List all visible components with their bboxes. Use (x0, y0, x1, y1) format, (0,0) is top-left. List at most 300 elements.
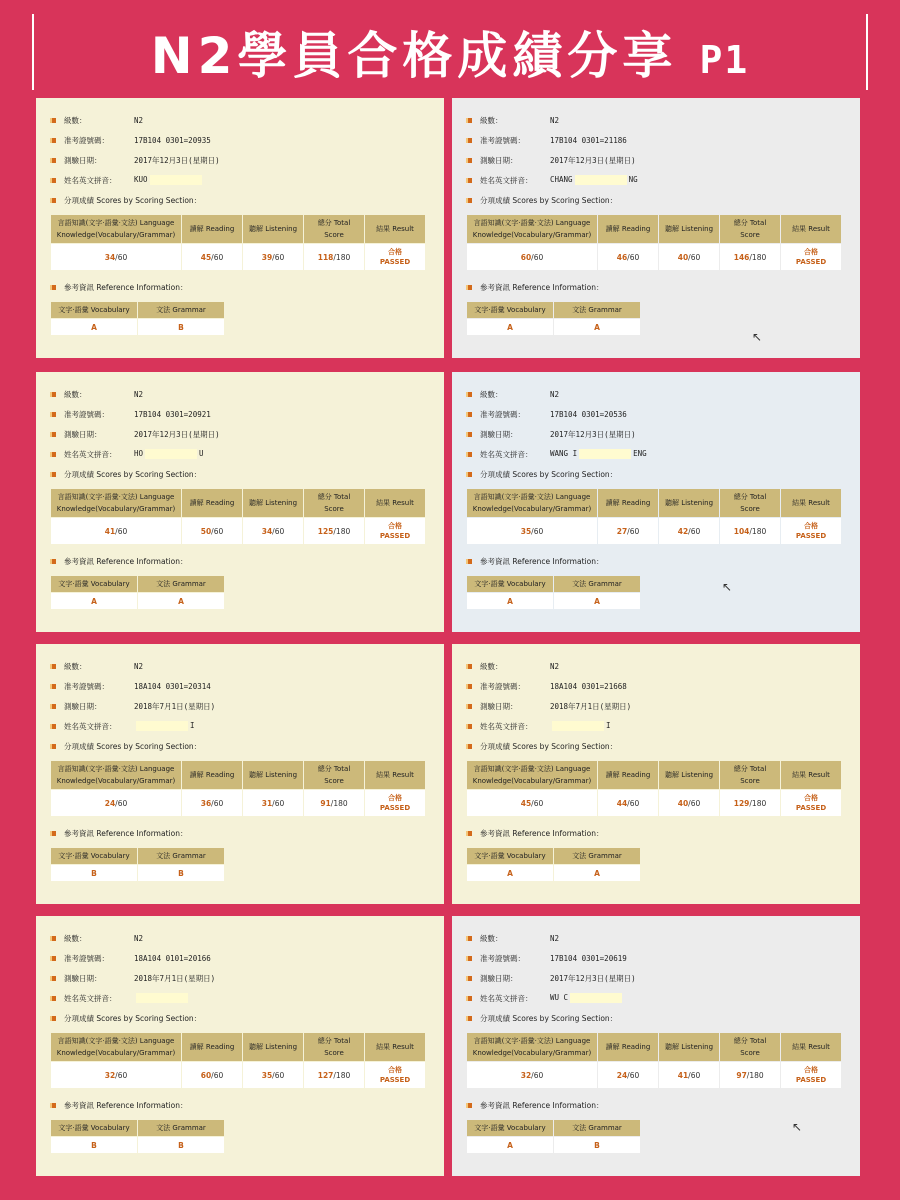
info-label: 測驗日期： (64, 973, 102, 983)
table-header-row (467, 1033, 841, 1061)
score-cell (182, 1062, 242, 1088)
info-value: 17B104 0301=20536 (550, 409, 627, 419)
info-label: 級數： (64, 389, 87, 399)
result-zh: 合格 (804, 522, 818, 530)
bullet-icon (466, 664, 472, 669)
info-value: 2017年12月3日(星期日) (550, 973, 636, 983)
info-label: 姓名英文拼音： (480, 175, 533, 185)
col-total: 總分 Total Score (720, 1033, 780, 1061)
bullet-icon (50, 936, 56, 941)
score-max: /180 (333, 526, 351, 536)
col-result: 結果 Result (781, 489, 841, 517)
col-result: 結果 Result (365, 761, 425, 789)
col-language-knowledge: 言語知識(文字·語彙·文法) Language Knowledge(Vocabulary/Grammar) (51, 761, 181, 789)
bullet-icon (466, 996, 472, 1001)
score-cell (598, 518, 658, 544)
score-report-card (36, 916, 444, 1176)
table-header-row (51, 761, 425, 789)
bullet-icon (50, 744, 56, 749)
info-row (50, 928, 434, 948)
scores-table (466, 760, 842, 817)
info-row (50, 444, 434, 464)
info-row (466, 150, 850, 170)
info-value: HO U (134, 449, 204, 458)
info-label: 姓名英文拼音： (64, 993, 117, 1003)
info-label: 測驗日期： (64, 155, 102, 165)
info-value: 18A104 0301=21668 (550, 681, 627, 691)
reference-row (51, 1137, 224, 1153)
bullet-icon (50, 1016, 56, 1021)
table-header-row (467, 215, 841, 243)
score-value: 42 (677, 526, 689, 536)
vocabulary-grade: A (467, 319, 553, 335)
reference-heading (50, 551, 434, 571)
scores-table (466, 214, 842, 271)
info-row (466, 676, 850, 696)
reference-heading (50, 823, 434, 843)
col-reading: 讀解 Reading (182, 761, 242, 789)
score-max: /180 (333, 1070, 351, 1080)
vocabulary-grade: A (51, 319, 137, 335)
info-label: 測驗日期： (64, 429, 102, 439)
col-vocabulary: 文字·語彙 Vocabulary (467, 576, 553, 592)
reference-header-row (51, 1120, 224, 1136)
col-reading: 讀解 Reading (182, 489, 242, 517)
bullet-icon (466, 684, 472, 689)
bullet-icon (466, 432, 472, 437)
scores-table (50, 760, 426, 817)
score-cell (304, 518, 364, 544)
col-language-knowledge: 言語知識(文字·語彙·文法) Language Knowledge(Vocabulary/Grammar) (467, 215, 597, 243)
candidate-info (466, 110, 850, 210)
score-cell (51, 244, 181, 270)
reference-label: 參考資訊 Reference Information： (480, 556, 604, 566)
score-value: 34 (104, 252, 116, 262)
score-max: /60 (627, 526, 640, 536)
info-row (50, 150, 434, 170)
grammar-grade: B (138, 865, 224, 881)
col-grammar: 文法 Grammar (554, 1120, 640, 1136)
info-label: 准考證號碼： (480, 135, 525, 145)
score-report-card (36, 98, 444, 358)
col-listening: 聽解 Listening (243, 761, 303, 789)
score-max: /60 (115, 526, 128, 536)
score-report-card (452, 644, 860, 904)
reference-row (467, 319, 640, 335)
mouse-cursor-icon: ↖ (722, 580, 733, 594)
info-row (50, 676, 434, 696)
info-value: 17B104 0301=20619 (550, 953, 627, 963)
score-value: 97 (736, 1070, 747, 1080)
col-listening: 聽解 Listening (243, 1033, 303, 1061)
bullet-icon (466, 412, 472, 417)
reference-row (51, 319, 224, 335)
section-label: 分項成績 Scores by Scoring Section： (480, 195, 618, 205)
reference-label: 參考資訊 Reference Information： (480, 1100, 604, 1110)
score-value: 34 (261, 526, 273, 536)
col-grammar: 文法 Grammar (554, 302, 640, 318)
bullet-icon (50, 1103, 56, 1108)
scores-table (466, 1032, 842, 1089)
score-cell (598, 790, 658, 816)
scores-table (50, 1032, 426, 1089)
score-max: /60 (272, 1070, 285, 1080)
score-value: 24 (616, 1070, 628, 1080)
table-row (51, 244, 425, 270)
col-language-knowledge: 言語知識(文字·語彙·文法) Language Knowledge(Vocabulary/Grammar) (467, 1033, 597, 1061)
info-value: 2017年12月3日(星期日) (134, 155, 220, 165)
col-grammar: 文法 Grammar (554, 848, 640, 864)
info-row (466, 170, 850, 190)
result-en: PASSED (379, 532, 411, 540)
score-max: /60 (211, 252, 224, 262)
score-max: /60 (211, 526, 224, 536)
score-max: /180 (746, 1070, 764, 1080)
bullet-icon (50, 285, 56, 290)
col-result: 結果 Result (781, 761, 841, 789)
grammar-grade: B (138, 319, 224, 335)
col-total: 總分 Total Score (304, 215, 364, 243)
info-row (50, 656, 434, 676)
bullet-icon (50, 158, 56, 163)
info-label: 測驗日期： (480, 429, 518, 439)
result-zh: 合格 (388, 1066, 402, 1074)
score-report-card (452, 98, 860, 358)
reference-table (466, 847, 641, 882)
score-max: /60 (688, 1070, 701, 1080)
reference-heading (50, 1095, 434, 1115)
bullet-icon (50, 976, 56, 981)
table-header-row (51, 215, 425, 243)
bullet-icon (466, 285, 472, 290)
score-cell (659, 244, 719, 270)
bullet-icon (466, 976, 472, 981)
reference-row (51, 865, 224, 881)
page-title: N2學員合格成績分享 P1 (150, 27, 750, 85)
info-value (134, 993, 190, 1003)
grammar-grade: A (554, 593, 640, 609)
redaction-mask (136, 721, 188, 731)
score-max: /180 (749, 798, 767, 808)
bullet-icon (50, 392, 56, 397)
score-value: 50 (200, 526, 212, 536)
col-vocabulary: 文字·語彙 Vocabulary (51, 576, 137, 592)
col-listening: 聽解 Listening (659, 1033, 719, 1061)
mouse-cursor-icon: ↖ (752, 330, 763, 344)
score-max: /60 (272, 526, 285, 536)
score-cell (720, 244, 780, 270)
score-max: /60 (627, 1070, 640, 1080)
bullet-icon (466, 138, 472, 143)
col-vocabulary: 文字·語彙 Vocabulary (51, 302, 137, 318)
bullet-icon (466, 831, 472, 836)
info-label: 測驗日期： (480, 701, 518, 711)
bullet-icon (466, 1016, 472, 1021)
bullet-icon (466, 118, 472, 123)
score-value: 60 (520, 252, 532, 262)
table-row (51, 790, 425, 816)
scores-table (50, 214, 426, 271)
score-cell (720, 1062, 780, 1088)
info-value: N2 (134, 661, 144, 671)
col-listening: 聽解 Listening (659, 489, 719, 517)
score-max: /180 (333, 252, 351, 262)
info-value: 18A104 0301=20314 (134, 681, 211, 691)
reference-table (466, 575, 641, 610)
result-zh: 合格 (804, 248, 818, 256)
col-total: 總分 Total Score (720, 489, 780, 517)
reference-table (466, 301, 641, 336)
col-total: 總分 Total Score (720, 761, 780, 789)
col-result: 結果 Result (365, 215, 425, 243)
info-row (50, 170, 434, 190)
score-report-card (452, 372, 860, 632)
info-label: 准考證號碼： (64, 681, 109, 691)
score-cell (598, 1062, 658, 1088)
candidate-info (50, 928, 434, 1028)
col-grammar: 文法 Grammar (138, 848, 224, 864)
score-value: 36 (200, 798, 212, 808)
result-en: PASSED (795, 532, 827, 540)
score-cell (182, 518, 242, 544)
vocabulary-grade: A (467, 593, 553, 609)
info-value: CHANG NG (550, 175, 638, 184)
bullet-icon (50, 452, 56, 457)
scores-table (466, 488, 842, 545)
info-label: 測驗日期： (64, 701, 102, 711)
section-heading (466, 190, 850, 210)
bullet-icon (50, 664, 56, 669)
reference-header-row (51, 576, 224, 592)
score-cell (659, 790, 719, 816)
info-value: 17B104 0301=20921 (134, 409, 211, 419)
score-value: 32 (520, 1070, 532, 1080)
score-cell (182, 790, 242, 816)
result-en: PASSED (379, 258, 411, 266)
candidate-info (466, 928, 850, 1028)
col-total: 總分 Total Score (304, 1033, 364, 1061)
reference-table (50, 301, 225, 336)
reference-row (467, 1137, 640, 1153)
score-value: 40 (677, 252, 689, 262)
info-label: 姓名英文拼音： (480, 449, 533, 459)
col-total: 總分 Total Score (720, 215, 780, 243)
reference-header-row (467, 848, 640, 864)
section-label: 分項成績 Scores by Scoring Section： (480, 469, 618, 479)
score-max: /60 (627, 798, 640, 808)
info-row (466, 988, 850, 1008)
reference-row (51, 593, 224, 609)
bullet-icon (466, 1103, 472, 1108)
reference-heading (466, 277, 850, 297)
info-value: N2 (134, 115, 144, 125)
section-label: 分項成績 Scores by Scoring Section： (64, 195, 202, 205)
reference-label: 參考資訊 Reference Information： (64, 828, 188, 838)
table-row (467, 518, 841, 544)
bullet-icon (50, 118, 56, 123)
candidate-info (50, 656, 434, 756)
reference-header-row (51, 848, 224, 864)
candidate-info (50, 110, 434, 210)
info-label: 測驗日期： (480, 155, 518, 165)
info-row (466, 948, 850, 968)
vocabulary-grade: A (51, 593, 137, 609)
info-label: 級數： (480, 661, 503, 671)
col-total: 總分 Total Score (304, 761, 364, 789)
col-total: 總分 Total Score (304, 489, 364, 517)
table-row (467, 244, 841, 270)
redaction-mask (575, 175, 627, 185)
info-label: 准考證號碼： (480, 409, 525, 419)
info-label: 測驗日期： (480, 973, 518, 983)
score-value: 41 (104, 526, 116, 536)
score-value: 45 (200, 252, 212, 262)
score-cell (51, 790, 181, 816)
bullet-icon (466, 392, 472, 397)
score-cell (243, 1062, 303, 1088)
bullet-icon (50, 996, 56, 1001)
score-value: 32 (104, 1070, 116, 1080)
info-label: 姓名英文拼音： (480, 721, 533, 731)
score-max: /180 (749, 526, 767, 536)
info-row (50, 110, 434, 130)
score-value: 27 (616, 526, 628, 536)
col-vocabulary: 文字·語彙 Vocabulary (467, 1120, 553, 1136)
result-zh: 合格 (388, 794, 402, 802)
score-max: /60 (688, 526, 701, 536)
info-value: 2018年7月1日(星期日) (134, 973, 216, 983)
result-cell (781, 1062, 841, 1088)
col-vocabulary: 文字·語彙 Vocabulary (51, 848, 137, 864)
section-label: 分項成績 Scores by Scoring Section： (64, 1013, 202, 1023)
grammar-grade: A (554, 865, 640, 881)
score-value: 127 (317, 1070, 334, 1080)
bullet-icon (466, 936, 472, 941)
reference-table (50, 1119, 225, 1154)
col-grammar: 文法 Grammar (138, 576, 224, 592)
bullet-icon (50, 432, 56, 437)
score-cell (182, 244, 242, 270)
score-value: 125 (317, 526, 334, 536)
score-report-card (36, 644, 444, 904)
score-cell (659, 518, 719, 544)
score-max: /180 (330, 798, 348, 808)
info-value: 17B104 0301=21186 (550, 135, 627, 145)
result-cell (781, 790, 841, 816)
col-reading: 讀解 Reading (598, 215, 658, 243)
result-cell (781, 518, 841, 544)
score-cell (243, 790, 303, 816)
info-value: N2 (550, 389, 560, 399)
bullet-icon (466, 744, 472, 749)
info-label: 姓名英文拼音： (64, 721, 117, 731)
score-value: 39 (261, 252, 273, 262)
redaction-mask (150, 175, 202, 185)
bullet-icon (50, 412, 56, 417)
table-row (467, 1062, 841, 1088)
info-value: I (134, 721, 195, 731)
col-grammar: 文法 Grammar (138, 1120, 224, 1136)
redaction-mask (552, 721, 604, 731)
score-cell (304, 790, 364, 816)
table-header-row (467, 489, 841, 517)
score-cell (720, 518, 780, 544)
info-value: N2 (134, 389, 144, 399)
result-zh: 合格 (388, 522, 402, 530)
section-heading (466, 464, 850, 484)
grammar-grade: A (554, 319, 640, 335)
score-max: /60 (531, 252, 544, 262)
info-value: N2 (550, 661, 560, 671)
table-row (51, 518, 425, 544)
info-value: 2018年7月1日(星期日) (134, 701, 216, 711)
scores-table (50, 488, 426, 545)
score-report-card (36, 372, 444, 632)
title-banner (32, 14, 868, 90)
info-label: 姓名英文拼音： (64, 175, 117, 185)
info-row (466, 716, 850, 736)
page-number: P1 (699, 38, 750, 82)
info-row (50, 404, 434, 424)
info-value: 2017年12月3日(星期日) (134, 429, 220, 439)
bullet-icon (50, 831, 56, 836)
info-row (466, 404, 850, 424)
score-max: /60 (211, 1070, 224, 1080)
score-value: 35 (261, 1070, 273, 1080)
reference-heading (466, 551, 850, 571)
bullet-icon (50, 178, 56, 183)
result-zh: 合格 (804, 1066, 818, 1074)
score-value: 24 (104, 798, 116, 808)
info-row (50, 716, 434, 736)
reference-header-row (467, 576, 640, 592)
col-reading: 讀解 Reading (598, 1033, 658, 1061)
info-label: 准考證號碼： (480, 953, 525, 963)
bullet-icon (466, 956, 472, 961)
score-max: /60 (531, 1070, 544, 1080)
col-grammar: 文法 Grammar (554, 576, 640, 592)
score-max: /60 (211, 798, 224, 808)
info-label: 級數： (480, 389, 503, 399)
section-heading (50, 736, 434, 756)
info-value: WANG I ENG (550, 449, 647, 458)
result-cell (365, 1062, 425, 1088)
reference-heading (466, 1095, 850, 1115)
info-row (466, 656, 850, 676)
score-value: 46 (616, 252, 628, 262)
score-max: /60 (115, 252, 128, 262)
col-result: 結果 Result (781, 1033, 841, 1061)
col-grammar: 文法 Grammar (138, 302, 224, 318)
info-label: 准考證號碼： (64, 135, 109, 145)
section-label: 分項成績 Scores by Scoring Section： (64, 469, 202, 479)
bullet-icon (50, 724, 56, 729)
result-cell (365, 518, 425, 544)
info-row (466, 130, 850, 150)
bullet-icon (50, 472, 56, 477)
score-value: 104 (733, 526, 750, 536)
score-cell (467, 790, 597, 816)
info-row (50, 948, 434, 968)
redaction-mask (145, 449, 197, 459)
info-label: 准考證號碼： (480, 681, 525, 691)
col-result: 結果 Result (365, 489, 425, 517)
result-en: PASSED (795, 258, 827, 266)
score-value: 35 (520, 526, 532, 536)
reference-heading (466, 823, 850, 843)
bullet-icon (466, 559, 472, 564)
vocabulary-grade: A (467, 1137, 553, 1153)
